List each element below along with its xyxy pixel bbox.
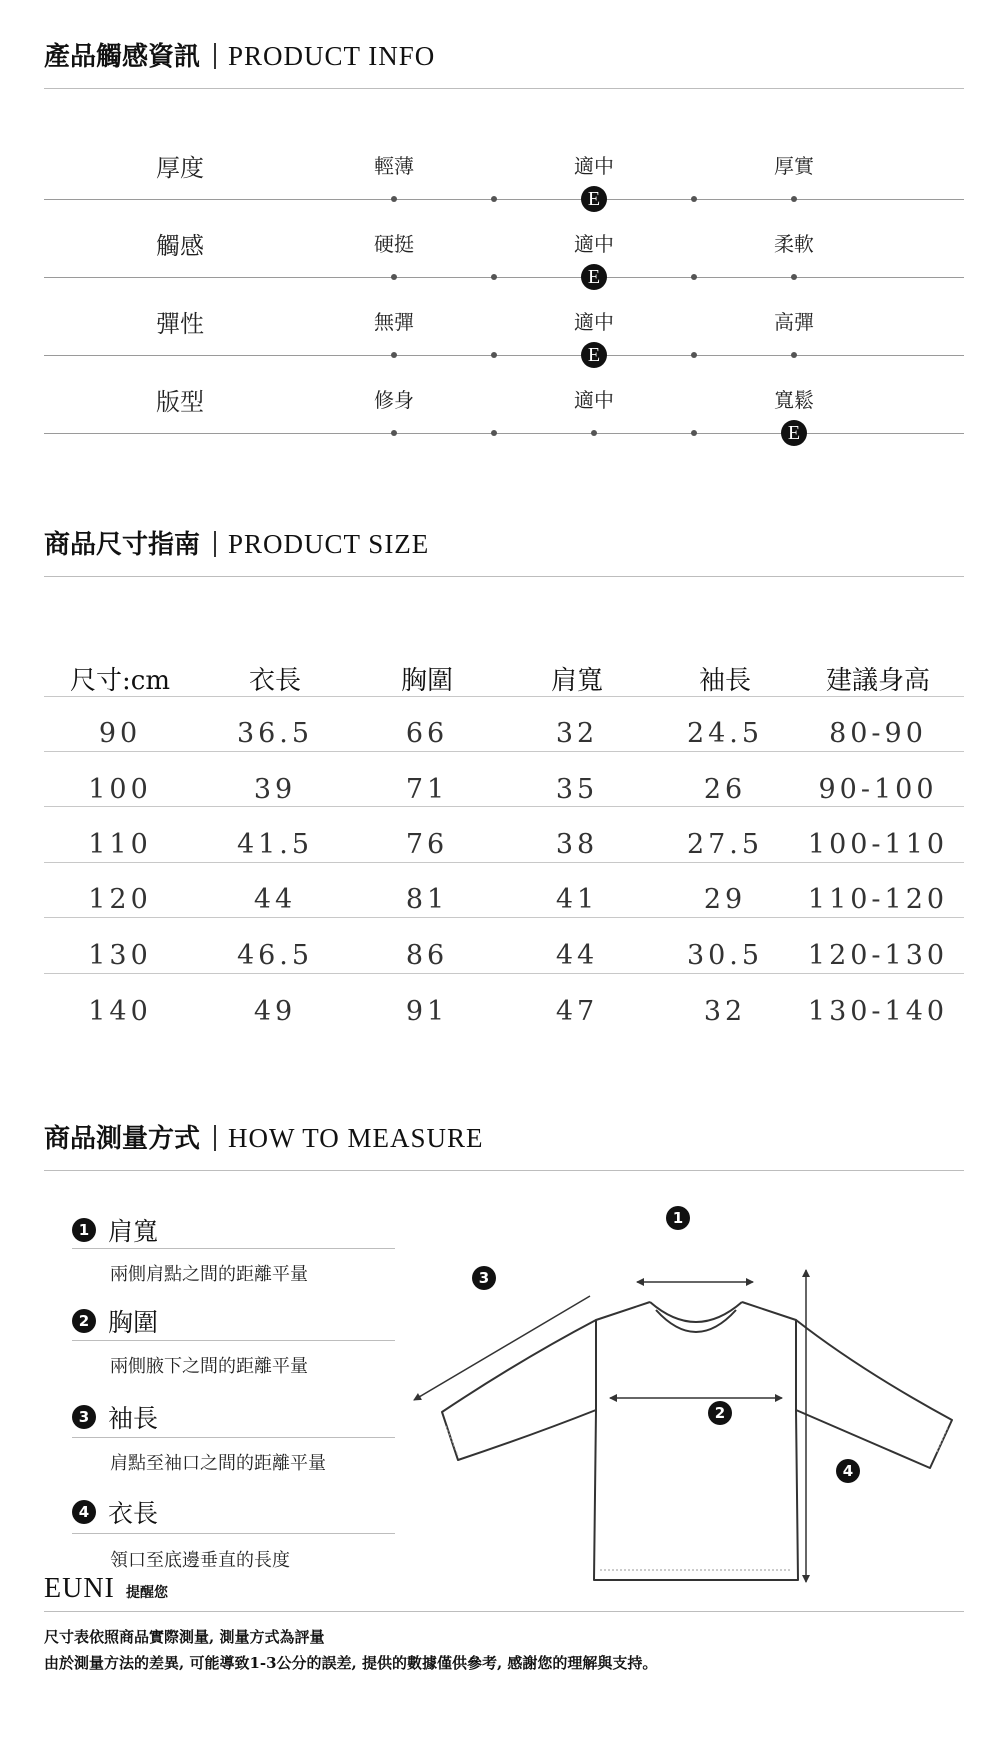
table-cell: 81 [405, 884, 449, 915]
measure-item-rule [72, 1340, 395, 1341]
table-cell: 80-90 [829, 718, 927, 749]
table-cell: 44 [253, 884, 297, 915]
measure-item-desc: 兩側腋下之間的距離平量 [110, 1356, 308, 1377]
col-header-sleeve: 袖長 [698, 666, 751, 696]
table-cell: 76 [405, 829, 449, 860]
table-cell: 49 [253, 996, 297, 1027]
table-cell: 86 [405, 940, 449, 971]
feel-selected-marker: E [781, 420, 807, 446]
table-row-divider [44, 806, 964, 807]
measure-item-length [72, 1494, 158, 1530]
product-info-title-en: PRODUCT INFO [228, 41, 436, 71]
feel-scale-dot [791, 274, 797, 280]
heading-divider [214, 531, 216, 557]
feel-option: 修身 [374, 388, 414, 412]
table-row-divider [44, 751, 964, 752]
table-cell: 32 [555, 718, 599, 749]
feel-option: 適中 [574, 388, 614, 412]
table-row-divider [44, 696, 964, 697]
brand-tag: 提醒您 [125, 1585, 168, 1601]
table-cell: 90-100 [818, 774, 938, 805]
feel-scale-dot [591, 430, 597, 436]
table-cell: 39 [253, 774, 297, 805]
footer-note-1: 尺寸表依照商品實際測量, 測量方式為評量 [44, 1628, 325, 1646]
diagram-number-4-icon: 4 [836, 1459, 860, 1483]
feel-scale-dot [691, 430, 697, 436]
feel-scale-line [44, 433, 964, 434]
table-cell: 90 [98, 718, 142, 749]
feel-scale-dot [691, 274, 697, 280]
feel-scale-dot [491, 196, 497, 202]
measure-item-desc: 肩點至袖口之間的距離平量 [110, 1453, 326, 1474]
col-header-length: 衣長 [248, 666, 301, 696]
feel-selected-marker: E [581, 342, 607, 368]
feel-option: 適中 [574, 232, 614, 256]
feel-label: 彈性 [156, 310, 204, 338]
feel-option: 硬挺 [374, 232, 414, 256]
rib-hem [446, 1426, 948, 1570]
table-cell: 120 [88, 884, 152, 915]
table-cell: 100-110 [807, 829, 949, 860]
table-cell: 140 [88, 996, 152, 1027]
heading-divider [214, 43, 216, 69]
table-cell: 36.5 [236, 718, 314, 749]
measure-item-name: 袖長 [108, 1404, 159, 1433]
feel-selected-marker: E [581, 186, 607, 212]
feel-scale-dot [791, 196, 797, 202]
feel-option: 柔軟 [774, 232, 814, 256]
heading-divider [214, 1125, 216, 1151]
feel-label: 厚度 [156, 154, 204, 182]
table-cell: 27.5 [686, 829, 764, 860]
how-to-measure-heading [44, 1118, 484, 1155]
table-cell: 41 [555, 884, 599, 915]
feel-option: 高彈 [774, 310, 814, 334]
feel-scale-dot [391, 274, 397, 280]
feel-scale-line [44, 355, 964, 356]
section-rule [44, 1170, 964, 1171]
table-cell: 24.5 [686, 718, 764, 749]
col-header-size: 尺寸:cm [70, 666, 170, 696]
measure-item-chest [72, 1303, 158, 1339]
feel-scale-dot [691, 196, 697, 202]
feel-scale-dot [791, 352, 797, 358]
table-cell: 110-120 [807, 884, 949, 915]
feel-scale-line [44, 199, 964, 200]
diagram-number-3-icon: 3 [472, 1266, 496, 1290]
diagram-number-1-icon: 1 [666, 1206, 690, 1230]
feel-scale-dot [391, 430, 397, 436]
table-cell: 66 [405, 718, 449, 749]
table-cell: 30.5 [686, 940, 764, 971]
feel-option: 無彈 [374, 310, 414, 334]
table-row-divider [44, 917, 964, 918]
feel-scale-dot [391, 352, 397, 358]
footer-rule [44, 1611, 964, 1612]
section-rule [44, 88, 964, 89]
measure-item-rule [72, 1248, 395, 1249]
feel-scale-dot [691, 352, 697, 358]
measure-item-name: 胸圍 [108, 1308, 159, 1337]
measure-item-desc: 領口至底邊垂直的長度 [110, 1550, 290, 1571]
feel-scale-dot [491, 430, 497, 436]
feel-option: 適中 [574, 310, 614, 334]
number-2-icon: 2 [72, 1309, 96, 1333]
table-cell: 71 [405, 774, 449, 805]
measure-item-rule [72, 1437, 395, 1438]
product-size-title-en: PRODUCT SIZE [228, 529, 430, 559]
feel-scale-dot [491, 352, 497, 358]
section-rule [44, 576, 964, 577]
table-row-divider [44, 862, 964, 863]
col-header-shoulder: 肩寬 [550, 666, 603, 696]
product-info-title-zh: 產品觸感資訊 [44, 42, 201, 72]
number-1-icon: 1 [72, 1218, 96, 1242]
feel-option: 厚實 [774, 154, 814, 178]
measure-item-desc: 兩側肩點之間的距離平量 [110, 1264, 308, 1285]
feel-label: 版型 [156, 388, 204, 416]
table-cell: 29 [703, 884, 747, 915]
brand-notice [44, 1573, 168, 1605]
table-cell: 46.5 [236, 940, 314, 971]
how-to-measure-title-zh: 商品測量方式 [44, 1124, 201, 1154]
table-cell: 44 [555, 940, 599, 971]
table-row-divider [44, 973, 964, 974]
measure-item-name: 肩寬 [108, 1217, 159, 1246]
footer-note-2: 由於測量方法的差異, 可能導致1-3公分的誤差, 提供的數據僅供參考, 感謝您的理解與支持。 [44, 1654, 658, 1672]
table-cell: 35 [555, 774, 599, 805]
feel-scale-line [44, 277, 964, 278]
number-4-icon: 4 [72, 1500, 96, 1524]
table-cell: 91 [405, 996, 449, 1027]
product-size-heading [44, 524, 429, 561]
table-cell: 120-130 [807, 940, 949, 971]
feel-selected-marker: E [581, 264, 607, 290]
col-header-chest: 胸圍 [400, 666, 453, 696]
feel-option: 寬鬆 [774, 388, 814, 412]
table-cell: 38 [555, 829, 599, 860]
feel-scale-dot [391, 196, 397, 202]
measure-item-sleeve [72, 1399, 158, 1435]
table-cell: 130-140 [807, 996, 949, 1027]
table-cell: 41.5 [236, 829, 314, 860]
measure-item-shoulder [72, 1212, 158, 1248]
feel-scale-dot [491, 274, 497, 280]
feel-label: 觸感 [156, 232, 204, 260]
table-cell: 47 [555, 996, 599, 1027]
sleeve-arrow [414, 1296, 590, 1400]
product-size-title-zh: 商品尺寸指南 [44, 530, 201, 560]
number-3-icon: 3 [72, 1405, 96, 1429]
product-info-heading [44, 36, 435, 73]
diagram-number-2-icon: 2 [708, 1401, 732, 1425]
table-cell: 100 [88, 774, 152, 805]
table-cell: 130 [88, 940, 152, 971]
col-header-height: 建議身高 [825, 666, 930, 696]
table-cell: 32 [703, 996, 747, 1027]
how-to-measure-title-en: HOW TO MEASURE [228, 1123, 484, 1153]
measure-item-name: 衣長 [108, 1499, 159, 1528]
shirt-outline [442, 1302, 952, 1580]
feel-option: 輕薄 [374, 154, 414, 178]
measure-item-rule [72, 1533, 395, 1534]
brand-logo: EUNI [44, 1573, 115, 1604]
table-cell: 110 [88, 829, 152, 860]
table-cell: 26 [703, 774, 747, 805]
feel-option: 適中 [574, 154, 614, 178]
